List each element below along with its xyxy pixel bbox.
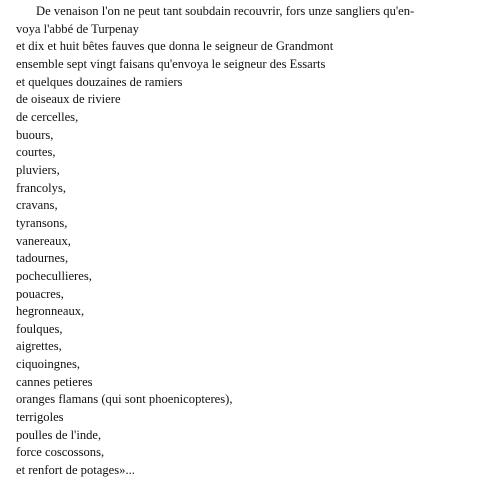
text-line: buours, bbox=[16, 127, 54, 142]
text-block bbox=[16, 3, 496, 480]
text-line: pochecullieres, bbox=[16, 268, 92, 283]
text-line: de oiseaux de riviere bbox=[16, 92, 121, 107]
text-line: courtes, bbox=[16, 145, 56, 160]
text-line: cravans, bbox=[16, 198, 58, 213]
text-line: poulles de l'inde, bbox=[16, 427, 102, 442]
text-line: tyransons, bbox=[16, 215, 68, 230]
text-line: et dix et huit bêtes fauves que donna le seigneur de Grandmont bbox=[16, 39, 334, 54]
text-line: hegronneaux, bbox=[16, 304, 85, 319]
text-line: terrigoles bbox=[16, 410, 64, 425]
text-line: aigrettes, bbox=[16, 339, 62, 354]
text-line: ensemble sept vingt faisans qu'envoya le seigneur des Essarts bbox=[16, 56, 326, 71]
text-line: de cercelles, bbox=[16, 109, 79, 124]
text-line: cannes petieres bbox=[16, 374, 93, 389]
text-line: De venaison l'on ne peut tant soubdain recouvrir, fors unze sangliers qu'en- bbox=[36, 4, 415, 18]
text-line: force coscossons, bbox=[16, 445, 105, 460]
text-line: foulques, bbox=[16, 321, 63, 336]
text-line: pluviers, bbox=[16, 162, 60, 177]
text-line: oranges flamans (qui sont phoenicopteres), bbox=[16, 392, 233, 407]
text-line: vanereaux, bbox=[16, 233, 71, 248]
text-line: francolys, bbox=[16, 180, 67, 195]
text-line: tadournes, bbox=[16, 251, 69, 266]
text-line: pouacres, bbox=[16, 286, 64, 301]
text-line: voya l'abbé de Turpenay bbox=[16, 21, 139, 36]
text-line: et quelques douzaines de ramiers bbox=[16, 74, 183, 89]
text-line: et renfort de potages»... bbox=[16, 463, 135, 478]
text-line: ciquoingnes, bbox=[16, 357, 81, 372]
